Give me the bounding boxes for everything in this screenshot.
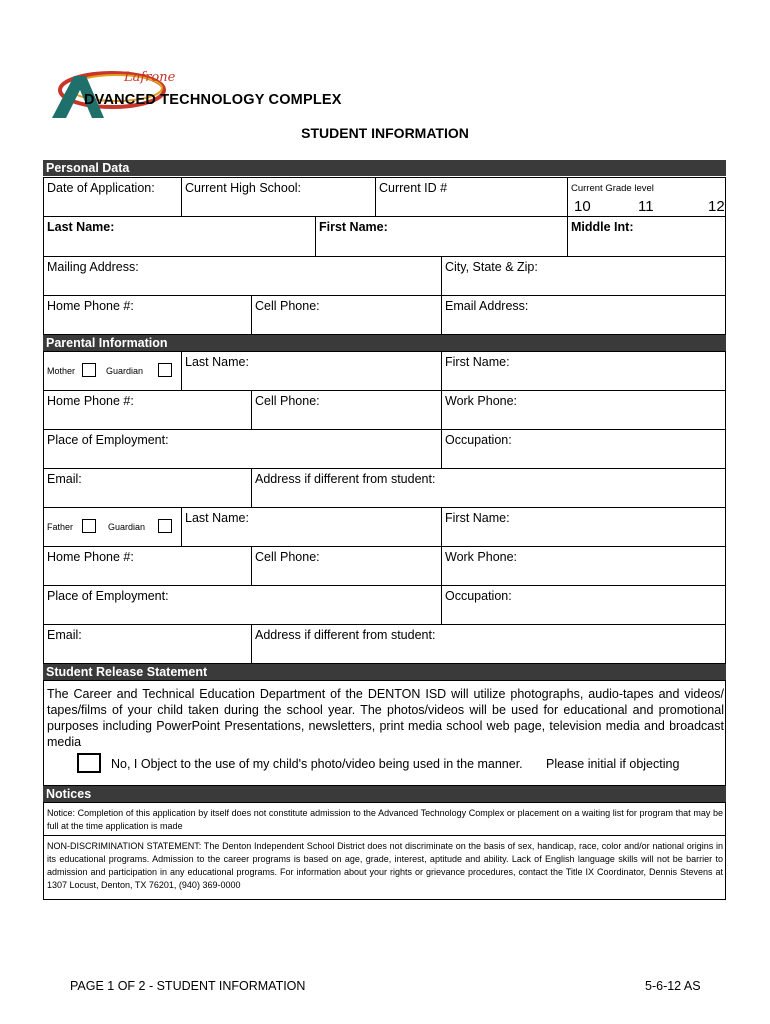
parent1-occupation-field[interactable] xyxy=(441,429,726,469)
parent2-home-phone-label: Home Phone #: xyxy=(47,550,134,564)
middle-int-field[interactable] xyxy=(567,216,726,257)
notice-box xyxy=(43,802,726,836)
home-phone-label: Home Phone #: xyxy=(47,299,134,313)
mailing-address-label: Mailing Address: xyxy=(47,260,139,274)
current-high-school-field[interactable] xyxy=(181,177,376,217)
current-grade-level-label: Current Grade level xyxy=(571,183,654,194)
footer-code: 5-6-12 AS xyxy=(645,979,701,993)
parent1-home-phone-field[interactable] xyxy=(43,390,252,430)
object-initial-box[interactable] xyxy=(77,753,101,773)
non-discrimination-box xyxy=(43,835,726,900)
section-notices: Notices xyxy=(43,786,726,802)
parent1-email-field[interactable] xyxy=(43,468,252,508)
parent2-first-name-label: First Name: xyxy=(445,511,510,525)
parent1-work-phone-label: Work Phone: xyxy=(445,394,518,408)
grade-option-11[interactable]: 11 xyxy=(638,198,654,215)
email-address-field[interactable] xyxy=(441,295,726,335)
parent1-first-name-label: First Name: xyxy=(445,355,510,369)
mother-label: Mother xyxy=(47,366,76,376)
father-guardian-selector xyxy=(43,507,182,547)
current-grade-level-field xyxy=(567,177,726,217)
parent1-employment-field[interactable] xyxy=(43,429,442,469)
date-of-application-field[interactable] xyxy=(43,177,182,217)
parent1-employment-label: Place of Employment: xyxy=(47,433,169,447)
parent2-email-field[interactable] xyxy=(43,624,252,664)
guardian-label: Guardian xyxy=(106,366,144,376)
page-title: STUDENT INFORMATION xyxy=(301,125,469,141)
current-high-school-label: Current High School: xyxy=(185,181,302,195)
parent1-first-name-field[interactable] xyxy=(441,351,726,391)
parent2-employment-field[interactable] xyxy=(43,585,442,625)
release-statement-text: The Career and Technical Education Department of the DENTON ISD will utilize photographs, audio-tapes and videos/ tapes/films of your child taken during the school year. The photos/videos will be used for educational and promotional purposes including PowerPoint Presentations, newsletters, print media school web page, television media and broadcast media xyxy=(47,687,724,749)
parent2-work-phone-field[interactable] xyxy=(441,546,726,586)
mother-guardian-selector xyxy=(43,351,182,391)
guardian-checkbox[interactable] xyxy=(158,363,172,377)
parent2-email-label: Email: xyxy=(47,628,82,642)
parent2-cell-phone-label: Cell Phone: xyxy=(255,550,320,564)
parent2-occupation-label: Occupation: xyxy=(445,589,512,603)
current-id-field[interactable] xyxy=(375,177,568,217)
parent2-address-label: Address if different from student: xyxy=(255,628,436,642)
parent2-work-phone-label: Work Phone: xyxy=(445,550,518,564)
father-checkbox[interactable] xyxy=(82,519,96,533)
parent2-employment-label: Place of Employment: xyxy=(47,589,169,603)
parent1-last-name-label: Last Name: xyxy=(185,355,249,369)
current-id-label: Current ID # xyxy=(379,181,448,195)
initial-instruction: Please initial if objecting xyxy=(546,757,680,771)
city-state-zip-field[interactable] xyxy=(441,256,726,296)
parent2-last-name-field[interactable] xyxy=(181,507,442,547)
parent2-cell-phone-field[interactable] xyxy=(251,546,442,586)
footer-page-label: PAGE 1 OF 2 - STUDENT INFORMATION xyxy=(70,979,306,993)
logo xyxy=(52,68,412,124)
parent2-address-field[interactable] xyxy=(251,624,726,664)
parent1-cell-phone-label: Cell Phone: xyxy=(255,394,320,408)
guardian-checkbox-2[interactable] xyxy=(158,519,172,533)
parent1-last-name-field[interactable] xyxy=(181,351,442,391)
cell-phone-label: Cell Phone: xyxy=(255,299,320,313)
date-of-application-label: Date of Application: xyxy=(47,181,155,195)
parent2-last-name-label: Last Name: xyxy=(185,511,249,525)
parent1-work-phone-field[interactable] xyxy=(441,390,726,430)
logo-text: DVANCED TECHNOLOGY COMPLEX xyxy=(84,92,342,108)
object-statement: No, I Object to the use of my child's photo/video being used in the manner. xyxy=(111,757,523,771)
cell-phone-field[interactable] xyxy=(251,295,442,335)
email-address-label: Email Address: xyxy=(445,299,529,313)
grade-option-10[interactable]: 10 xyxy=(574,198,591,215)
section-parental-information: Parental Information xyxy=(43,335,726,351)
last-name-field[interactable] xyxy=(43,216,316,257)
section-student-release: Student Release Statement xyxy=(43,664,726,680)
release-statement-box xyxy=(43,680,726,786)
parent1-email-label: Email: xyxy=(47,472,82,486)
logo-script-text: Lafrone xyxy=(124,70,176,85)
middle-int-label: Middle Int: xyxy=(571,220,634,234)
last-name-label: Last Name: xyxy=(47,220,115,234)
parent1-address-label: Address if different from student: xyxy=(255,472,436,486)
parent2-occupation-field[interactable] xyxy=(441,585,726,625)
parent2-home-phone-field[interactable] xyxy=(43,546,252,586)
parent1-home-phone-label: Home Phone #: xyxy=(47,394,134,408)
parent2-first-name-field[interactable] xyxy=(441,507,726,547)
first-name-label: First Name: xyxy=(319,220,388,234)
student-form xyxy=(43,160,726,900)
city-state-zip-label: City, State & Zip: xyxy=(445,260,538,274)
home-phone-field[interactable] xyxy=(43,295,252,335)
parent1-cell-phone-field[interactable] xyxy=(251,390,442,430)
notice-text: Notice: Completion of this application by itself does not constitute admission to the Advanced Technology Complex or placement on a waiting list for program that may be full at the time application is made xyxy=(47,808,723,831)
grade-option-12[interactable]: 12 xyxy=(708,198,725,215)
mailing-address-field[interactable] xyxy=(43,256,442,296)
guardian-label-2: Guardian xyxy=(108,522,146,532)
non-discrimination-text: NON-DISCRIMINATION STATEMENT: The Denton Independent School District does not discriminate on the basis of sex, handicap, race, color and/or national origins in its educational programs. Admission to the career programs is based on age, grade, interest, aptitude and ability. Lack of English language skills will not be barrier to admission and participation in any educational programs. For information about your rights or grievance procedures, contact the Title IX Coordinator, Dennis Stevens at 1307 Locust, Denton, TX 76201, (940) 369-0000 xyxy=(47,841,723,890)
mother-checkbox[interactable] xyxy=(82,363,96,377)
first-name-field[interactable] xyxy=(315,216,568,257)
parent1-occupation-label: Occupation: xyxy=(445,433,512,447)
section-personal-data: Personal Data xyxy=(43,160,726,176)
father-label: Father xyxy=(47,522,74,532)
parent1-address-field[interactable] xyxy=(251,468,726,508)
